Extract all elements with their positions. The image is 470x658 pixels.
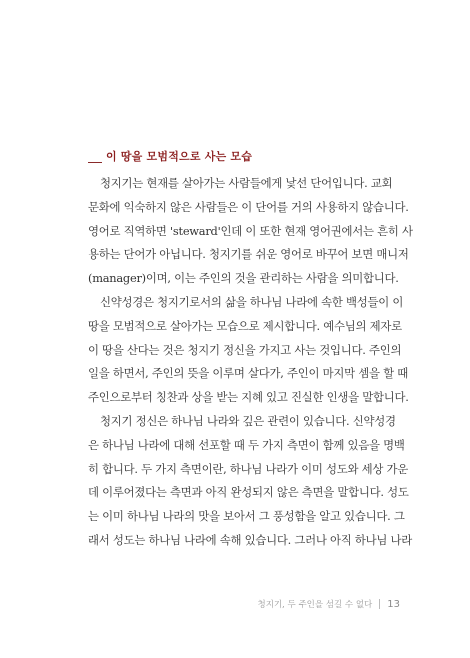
paragraph-2-line-3: 이 땅을 산다는 것은 청지기 정신을 가지고 사는 것입니다. 주인의	[88, 342, 402, 357]
heading-rule	[88, 162, 102, 163]
paragraph-2-line-4: 일을 하면서, 주인의 뜻을 이루며 살다가, 주인이 마지막 셈을 할 때	[88, 366, 409, 381]
paragraph-2-line-5: 주인으로부터 칭찬과 상을 받는 지혜 있고 진실한 인생을 말합니다.	[88, 390, 409, 405]
paragraph-3-line-6: 래서 성도는 하나님 나라에 속해 있습니다. 그러나 아직 하나님 나라	[88, 532, 413, 547]
paragraph-1-line-5: (manager)이며, 이는 주인의 것을 관리하는 사람을 의미합니다.	[88, 271, 399, 286]
paragraph-1-line-3: 영어로 직역하면 'steward'인데 이 또한 현재 영어권에서는 흔히 사	[88, 223, 413, 238]
footer-divider	[379, 599, 380, 609]
paragraph-1-line-4: 용하는 단어가 아닙니다. 청지기를 쉬운 영어로 바꾸어 보면 매니저	[88, 247, 409, 262]
paragraph-2-line-1: 신약성경은 청지기로서의 삶을 하나님 나라에 속한 백성들이 이	[100, 294, 404, 309]
paragraph-3-line-4: 데 이루어졌다는 측면과 아직 완성되지 않은 측면을 말합니다. 성도	[88, 485, 409, 500]
paragraph-3-line-1: 청지기 정신은 하나님 나라와 깊은 관련이 있습니다. 신약성경	[100, 413, 396, 428]
paragraph-3-line-2: 은 하나님 나라에 대해 선포할 때 두 가지 측면이 함께 있음을 명백	[88, 437, 405, 452]
page-footer	[258, 598, 400, 610]
paragraph-1-line-2: 문화에 익숙하지 않은 사람들은 이 단어를 거의 사용하지 않습니다.	[88, 199, 409, 214]
paragraph-3-line-5: 는 이미 하나님 나라의 맛을 보아서 그 풍성함을 알고 있습니다. 그	[88, 509, 405, 524]
section-heading-text: 이 땅을 모범적으로 사는 모습	[106, 150, 253, 163]
section-heading	[88, 148, 252, 164]
paragraph-1-line-1: 청지기는 현재를 살아가는 사람들에게 낯선 단어입니다. 교회	[100, 176, 393, 190]
body-text	[88, 172, 413, 553]
paragraph-3-line-3: 히 합니다. 두 가지 측면이란, 하나님 나라가 이미 성도와 세상 가운	[88, 461, 409, 476]
page-number: 13	[387, 598, 400, 610]
running-title: 청지기, 두 주인을 섬길 수 없다	[257, 600, 373, 610]
paragraph-2-line-2: 땅을 모범적으로 살아가는 모습으로 제시합니다. 예수님의 제자로	[88, 318, 402, 333]
